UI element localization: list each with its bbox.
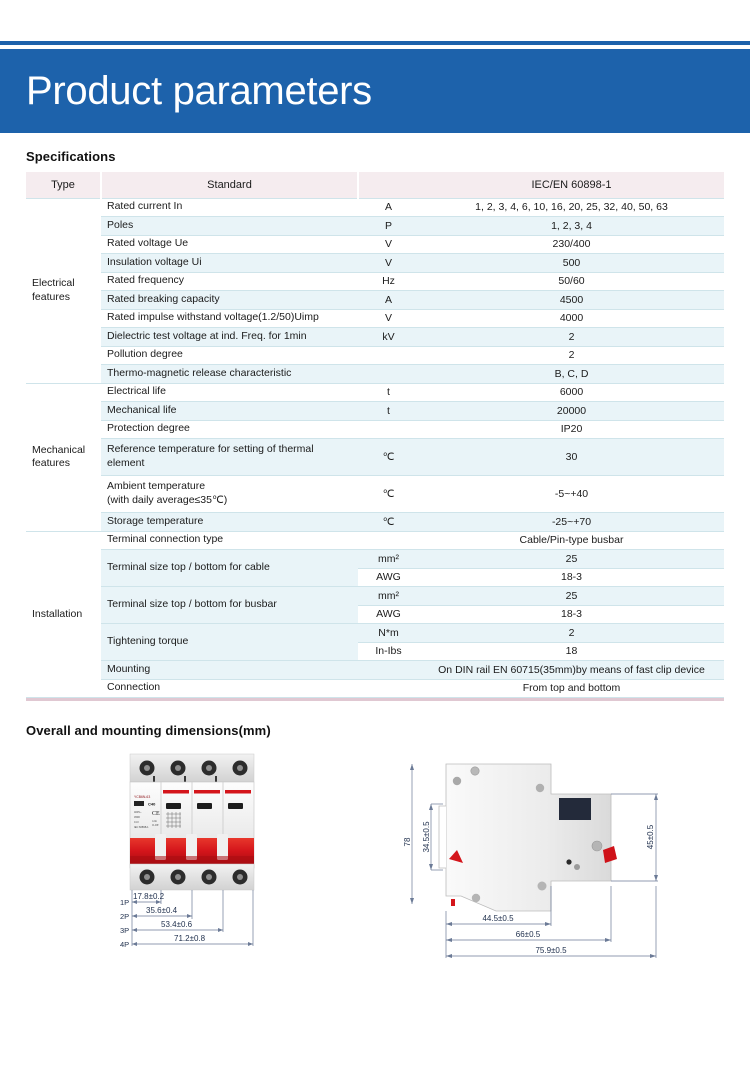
cell-value: 4500 [419, 291, 724, 310]
cell-unit: In-Ibs [358, 642, 419, 661]
cell-value: 18-3 [419, 568, 724, 587]
cell-unit: AWG [358, 605, 419, 624]
cell-value: 4000 [419, 309, 724, 328]
table-row [26, 531, 724, 550]
cell-standard: Thermo-magnetic release characteristic [101, 365, 358, 384]
cell-standard: Reference temperature for setting of thermal element [101, 439, 358, 476]
cell-unit [358, 531, 419, 550]
cell-value: -25~+70 [419, 513, 724, 532]
front-label-4p: 4P [120, 940, 130, 949]
cell-value: 2 [419, 328, 724, 347]
svg-text:C40: C40 [148, 801, 156, 807]
side-dim-right-height: 45±0.5 [646, 824, 655, 850]
cell-value: B, C, D [419, 365, 724, 384]
dimensions-heading: Overall and mounting dimensions(mm) [26, 723, 271, 738]
cell-value: 20000 [419, 402, 724, 421]
cell-unit: kV [358, 328, 419, 347]
cell-standard: Terminal size top / bottom for cable [101, 550, 358, 587]
cell-standard: Electrical life [101, 383, 358, 402]
cell-unit [358, 346, 419, 365]
cell-unit: V [358, 235, 419, 254]
front-label-2p: 2P [120, 912, 130, 921]
table-row [26, 309, 724, 328]
cell-unit: mm² [358, 587, 419, 606]
cell-standard: Rated frequency [101, 272, 358, 291]
cell-standard: Connection [101, 679, 358, 698]
cell-unit: A [358, 198, 419, 217]
table-row [26, 679, 724, 698]
table-row [26, 420, 724, 439]
table-row [26, 217, 724, 236]
toggle-lever-bar[interactable] [130, 834, 254, 864]
specifications-table-wrap [26, 172, 724, 698]
cell-standard: Rated voltage Ue [101, 235, 358, 254]
table-body [26, 198, 724, 698]
specifications-heading: Specifications [26, 149, 116, 164]
cell-value: 2 [419, 624, 724, 643]
bottom-terminal-block [130, 864, 254, 890]
header-value: IEC/EN 60898-1 [419, 172, 724, 198]
header-standard: Standard [101, 172, 358, 198]
table-row [26, 235, 724, 254]
cell-standard: Terminal connection type [101, 531, 358, 550]
cell-unit: ℃ [358, 439, 419, 476]
table-row [26, 476, 724, 513]
cell-standard: Poles [101, 217, 358, 236]
table-row [26, 550, 724, 569]
cell-unit: N*m [358, 624, 419, 643]
page-banner [0, 49, 750, 133]
cell-unit: t [358, 402, 419, 421]
red-marker-bottom [451, 899, 455, 906]
cell-value: 230/400 [419, 235, 724, 254]
specifications-table [26, 172, 724, 698]
cell-standard: Dielectric test voltage at ind. Freq. for 1min [101, 328, 358, 347]
cell-value: 6000 [419, 383, 724, 402]
table-row [26, 402, 724, 421]
table-row [26, 624, 724, 643]
dimensions-area [26, 746, 724, 996]
cell-value: -5~+40 [419, 476, 724, 513]
cell-value: 25 [419, 587, 724, 606]
cell-value: 2 [419, 346, 724, 365]
mcb-side-view [401, 746, 721, 986]
table-row [26, 439, 724, 476]
row-group-label: Installation [26, 531, 101, 698]
cell-unit: AWG [358, 568, 419, 587]
cell-unit: mm² [358, 550, 419, 569]
cell-standard: Insulation voltage Ui [101, 254, 358, 273]
table-row [26, 272, 724, 291]
cell-standard: Ambient temperature (with daily average≤35℃) [101, 476, 358, 513]
cell-standard: Rated current In [101, 198, 358, 217]
cell-unit: V [358, 309, 419, 328]
page-title: Product parameters [26, 69, 372, 113]
cell-standard: Tightening torque [101, 624, 358, 661]
cell-unit: A [358, 291, 419, 310]
cell-standard: Mounting [101, 661, 358, 680]
front-dim-3p: 53.4±0.6 [161, 920, 193, 929]
cell-value: 30 [419, 439, 724, 476]
svg-text:O-Off: O-Off [152, 824, 159, 827]
cell-value: From top and bottom [419, 679, 724, 698]
terminal-window [559, 798, 591, 820]
cell-standard: Terminal size top / bottom for busbar [101, 587, 358, 624]
cell-unit [358, 661, 419, 680]
cell-standard: Storage temperature [101, 513, 358, 532]
front-label-1p: 1P [120, 898, 130, 907]
header-type: Type [26, 172, 101, 198]
cell-unit: P [358, 217, 419, 236]
table-row [26, 291, 724, 310]
table-row [26, 587, 724, 606]
table-header [26, 172, 724, 198]
mcb-front-view [106, 746, 356, 986]
table-row [26, 328, 724, 347]
cell-standard: Mechanical life [101, 402, 358, 421]
front-dim-2p: 35.6±0.4 [146, 906, 178, 915]
top-terminal-block [130, 754, 254, 784]
cell-value: 1, 2, 3, 4, 6, 10, 16, 20, 25, 32, 40, 50, 63 [419, 198, 724, 217]
cell-value: 18-3 [419, 605, 724, 624]
cell-standard: Rated impulse withstand voltage(1.2/50)Uimp [101, 309, 358, 328]
side-dim-depth-1: 44.5±0.5 [482, 914, 514, 923]
header-unit [358, 172, 419, 198]
table-row [26, 383, 724, 402]
cell-value: 50/60 [419, 272, 724, 291]
front-dim-1p: 17.8±0.2 [133, 892, 165, 901]
cell-value: 1, 2, 3, 4 [419, 217, 724, 236]
table-row [26, 513, 724, 532]
table-row [26, 198, 724, 217]
svg-text:IEC 60898-1: IEC 60898-1 [134, 826, 149, 829]
cell-unit [358, 679, 419, 698]
svg-text:YCB6N-63: YCB6N-63 [134, 795, 151, 799]
row-group-label: Electrical features [26, 198, 101, 383]
cell-value: 18 [419, 642, 724, 661]
table-bottom-rule [26, 698, 724, 701]
svg-text:4500: 4500 [134, 816, 140, 819]
cell-value: 25 [419, 550, 724, 569]
front-dim-4p: 71.2±0.8 [174, 934, 206, 943]
cell-standard: Pollution degree [101, 346, 358, 365]
side-dim-depth-2: 66±0.5 [515, 930, 541, 939]
cell-value: 500 [419, 254, 724, 273]
front-dimension-chain [120, 890, 253, 949]
cell-value: IP20 [419, 420, 724, 439]
cell-unit [358, 420, 419, 439]
row-group-label: Mechanical features [26, 383, 101, 531]
cell-unit: t [358, 383, 419, 402]
front-label-3p: 3P [120, 926, 130, 935]
svg-text:400V~: 400V~ [134, 811, 142, 814]
side-dim-depth-3: 75.9±0.5 [535, 946, 567, 955]
table-row [26, 254, 724, 273]
table-row [26, 365, 724, 384]
svg-text:I-On: I-On [152, 820, 158, 823]
side-dim-total-height: 78 [403, 837, 412, 847]
table-row [26, 346, 724, 365]
top-accent-rule [0, 41, 750, 45]
breaker-side-profile [439, 764, 617, 911]
cell-value: Cable/Pin-type busbar [419, 531, 724, 550]
cell-standard: Protection degree [101, 420, 358, 439]
svg-text:Cl.3: Cl.3 [134, 821, 139, 824]
cell-unit: Hz [358, 272, 419, 291]
cell-value: On DIN rail EN 60715(35mm)by means of fast clip device [419, 661, 724, 680]
cell-unit: V [358, 254, 419, 273]
cell-unit [358, 365, 419, 384]
cell-unit: ℃ [358, 476, 419, 513]
side-dim-upper-height: 34.5±0.5 [422, 821, 431, 853]
table-header-row [26, 172, 724, 198]
ce-mark-icon: CE [152, 811, 160, 817]
cell-unit: ℃ [358, 513, 419, 532]
table-row [26, 661, 724, 680]
cell-standard: Rated breaking capacity [101, 291, 358, 310]
